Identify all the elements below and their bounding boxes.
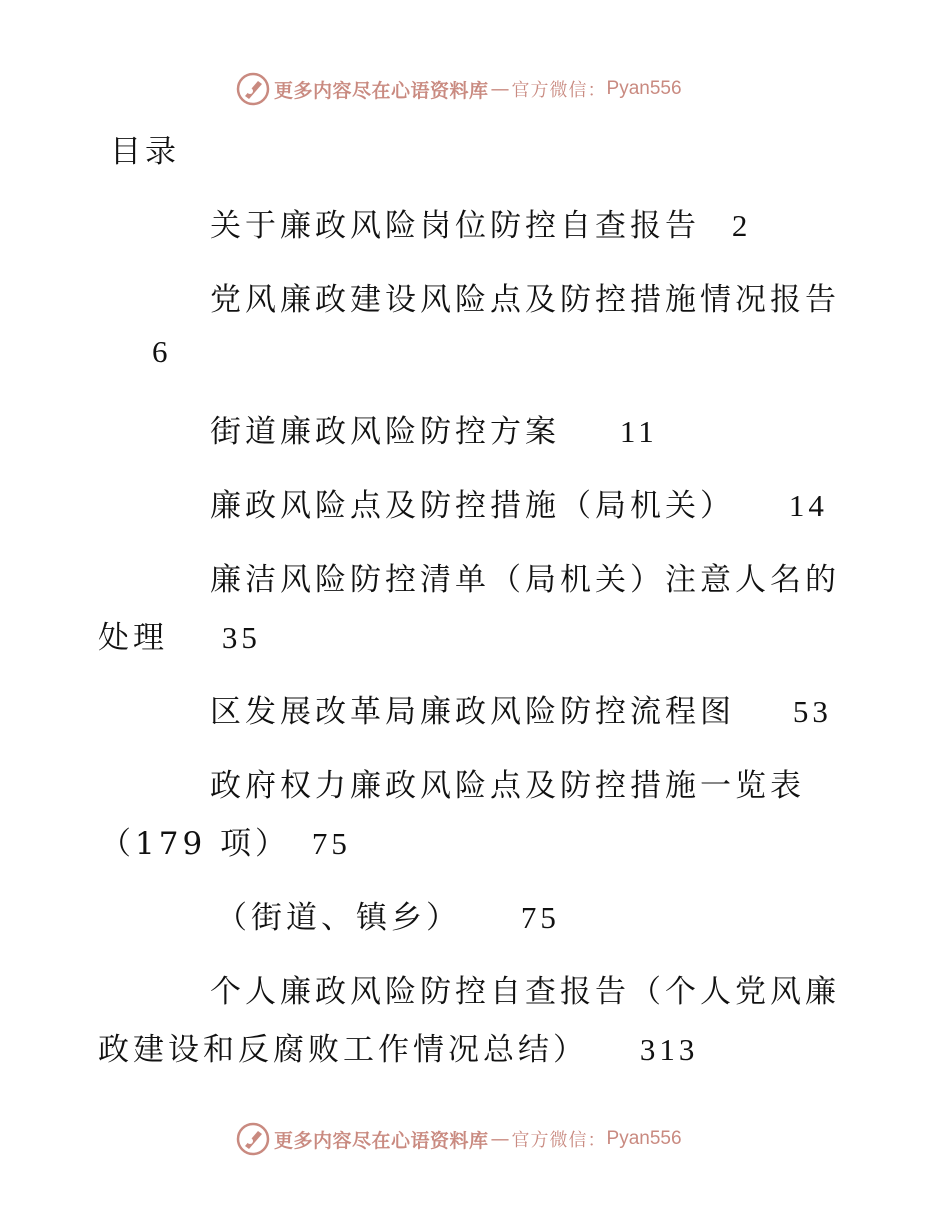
toc-entry-continued: [98, 1024, 698, 1069]
watermark-wechat-label: 官方微信：: [511, 80, 607, 101]
watermark-banner-bottom: [236, 1122, 716, 1156]
toc-entry[interactable]: [210, 760, 805, 805]
watermark-wechat-id: Pyan556: [606, 78, 682, 99]
toc-entry-page: 11: [619, 414, 658, 449]
pen-logo-icon: [236, 1122, 270, 1156]
toc-entry[interactable]: [210, 274, 840, 319]
toc-entry-title: 关于廉政风险岗位防控自查报告: [210, 208, 700, 244]
toc-entry-page: 35: [221, 620, 261, 655]
toc-entry[interactable]: [210, 966, 840, 1011]
toc-entry-title-cont: 政建设和反腐败工作情况总结）: [98, 1032, 588, 1068]
toc-entry-title: 街道廉政风险防控方案: [210, 414, 560, 450]
watermark-separator: —: [490, 1128, 510, 1150]
toc-entry-title: 党风廉政建设风险点及防控措施情况报告: [210, 282, 840, 318]
toc-entry[interactable]: [210, 200, 751, 245]
toc-entry-title: （街道、镇乡）: [216, 900, 461, 936]
toc-entry-title: 廉洁风险防控清单（局机关）注意人名的: [210, 562, 840, 598]
toc-entry[interactable]: [210, 686, 832, 731]
watermark-text: 更多内容尽在心语资料库: [274, 1129, 489, 1152]
toc-entry-continued: [100, 818, 351, 863]
toc-entry[interactable]: [216, 892, 560, 937]
toc-entry-page: 75: [311, 826, 351, 861]
toc-entry-title: 个人廉政风险防控自查报告（个人党风廉: [210, 974, 840, 1010]
toc-entry-page: 313: [639, 1032, 699, 1067]
toc-entry-page: 14: [788, 488, 828, 523]
toc-title: 目录: [110, 134, 180, 170]
toc-entry-page: 53: [792, 694, 832, 729]
toc-entry-continued: [98, 612, 261, 657]
toc-entry-title-cont: 处理: [98, 620, 168, 656]
toc-entry-title: 政府权力廉政风险点及防控措施一览表: [210, 768, 805, 804]
watermark-text: 更多内容尽在心语资料库: [274, 79, 489, 102]
toc-entry-title-cont: （179 项）: [100, 826, 291, 862]
watermark-separator: —: [490, 78, 510, 100]
toc-entry[interactable]: [210, 406, 658, 451]
watermark-wechat-id: Pyan556: [606, 1128, 682, 1149]
pen-logo-icon: [236, 72, 270, 106]
toc-entry-page: 6: [152, 334, 172, 369]
toc-entry[interactable]: [210, 554, 840, 599]
watermark-banner-top: [236, 72, 716, 106]
toc-entry-title: 廉政风险点及防控措施（局机关）: [210, 488, 735, 524]
toc-entry-title: 区发展改革局廉政风险防控流程图: [210, 694, 735, 730]
toc-entry-page: 75: [520, 900, 560, 935]
toc-entry[interactable]: [210, 480, 828, 525]
toc-entry-page: 2: [731, 208, 752, 243]
watermark-wechat-label: 官方微信：: [511, 1130, 607, 1151]
